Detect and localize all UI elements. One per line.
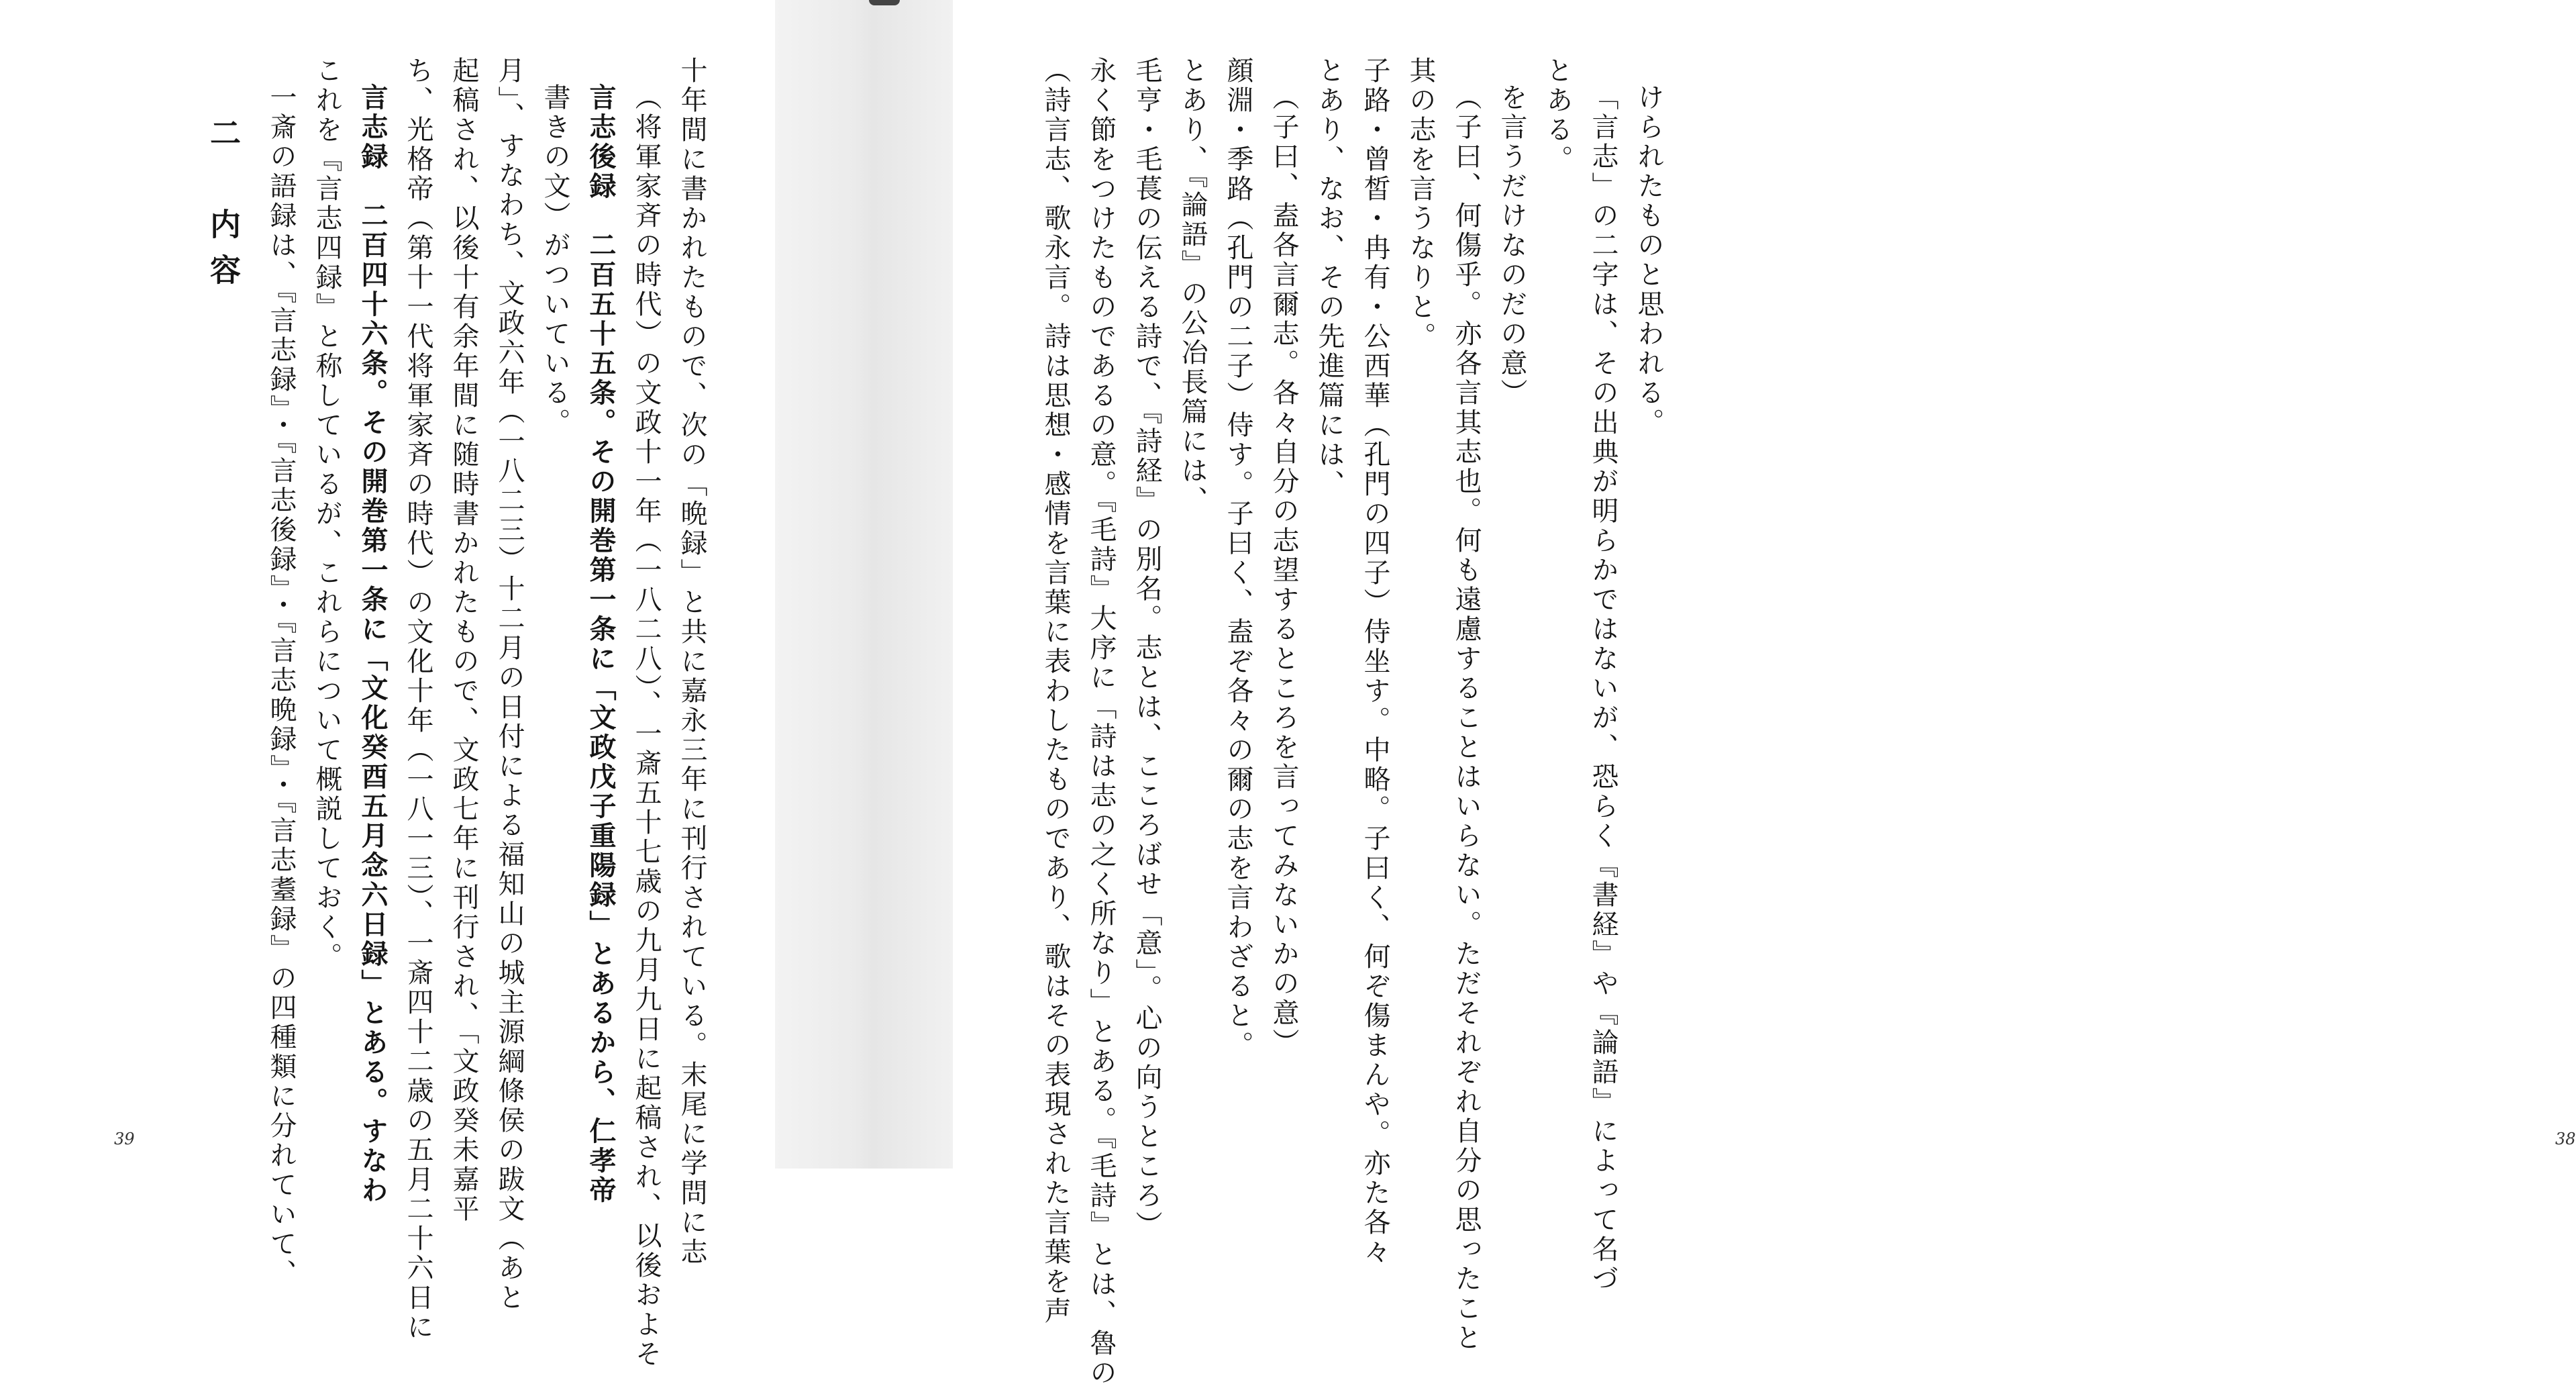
left-line-8: 言志後録 二百五十五条。その開巻第一条に「文政戊子重陽録」とあるから、仁孝帝 — [585, 83, 616, 1205]
section-heading: 二 内容 — [205, 117, 242, 299]
left-line-4: ち、光格帝（第十一代将軍家斉の時代）の文化十年（一八一三）、一斎四十二歳の五月二十六日に — [403, 56, 433, 1342]
binding-mark — [869, 0, 900, 5]
left-line-6: 月」、すなわち、文政六年（一八二三）十二月の日付による福知山の城主源綱條侯の跋文（あと — [494, 56, 525, 1313]
right-line-12: とある。 — [1542, 56, 1573, 175]
left-line-10: 十年間に書かれたもので、次の「晩録」と共に嘉永三年に刊行されている。末尾に学問に志 — [676, 56, 707, 1267]
right-line-11: を言うだけなのだの意） — [1496, 83, 1527, 408]
left-line-9: （将軍家斉の時代）の文政十一年（一八二八）、一斎五十七歳の九月九日に起稿され、以後およそ — [631, 83, 662, 1369]
left-line-1: 一斎の語録は、『言志録』・『言志後録』・『言志晩録』・『言志耋録』の四種類に分れていて、 — [266, 83, 297, 1289]
right-line-7: とあり、なお、その先進篇には、 — [1314, 56, 1345, 499]
left-line-3: 言志録 二百四十六条。その開巻第一条に「文化癸酉五月念六日録」とある。すなわ — [357, 83, 388, 1205]
right-page-body — [977, 56, 1671, 1388]
left-line-7: 書きの文）がついている。 — [539, 83, 570, 438]
right-line-1: （詩言志、歌永言。詩は思想・感情を言葉に表わしたものであり、歌はその表現された言葉を声 — [1040, 56, 1071, 1326]
left-line-2: これを『言志四録』と称しているが、これらについて概説しておく。 — [311, 56, 342, 972]
right-line-5: 顔淵・季路（孔門の二子）侍す。子曰く、盍ぞ各々の爾の志を言わざると。 — [1223, 56, 1253, 1060]
right-line-14: けられたものと思われる。 — [1633, 83, 1664, 438]
right-line-6: （子曰、盍各言爾志。各々自分の志望するところを言ってみないかの意） — [1268, 83, 1299, 1058]
left-page — [0, 0, 775, 1369]
right-line-3: 毛亨・毛萇の伝える詩で、『詩経』の別名。志とは、こころばせ「意」。心の向うところ） — [1131, 56, 1162, 1240]
right-page — [953, 0, 2576, 1388]
book-gutter — [775, 0, 953, 1169]
page-number-right: 38 — [2555, 1130, 2576, 1148]
right-line-2: 永く節をつけたものであるの意。『毛詩』大序に「詩は志の之く所なり」とある。『毛詩』とは、魯の — [1086, 56, 1117, 1388]
right-line-9: 其の志を言うなりと。 — [1405, 56, 1436, 352]
right-line-8: 子路・曾皙・冉有・公西華（孔門の四子）侍坐す。中略。子曰く、何ぞ傷まんや。亦た各々 — [1359, 56, 1390, 1267]
left-line-5: 起稿され、以後十有余年間に随時書かれたもので、文政七年に刊行され、「文政癸未嘉平 — [448, 56, 479, 1224]
right-line-4: とあり、『論語』の公冶長篇には、 — [1177, 56, 1208, 515]
right-line-10: （子曰、何傷乎。亦各言其志也。何も遠慮することはいらない。ただそれぞれ自分の思ったこと — [1451, 83, 1482, 1353]
page-number-left: 39 — [114, 1130, 135, 1148]
right-line-13: 「言志」の二字は、その出典が明らかではないが、恐らく『書経』や『論語』によって名づ — [1588, 83, 1618, 1294]
